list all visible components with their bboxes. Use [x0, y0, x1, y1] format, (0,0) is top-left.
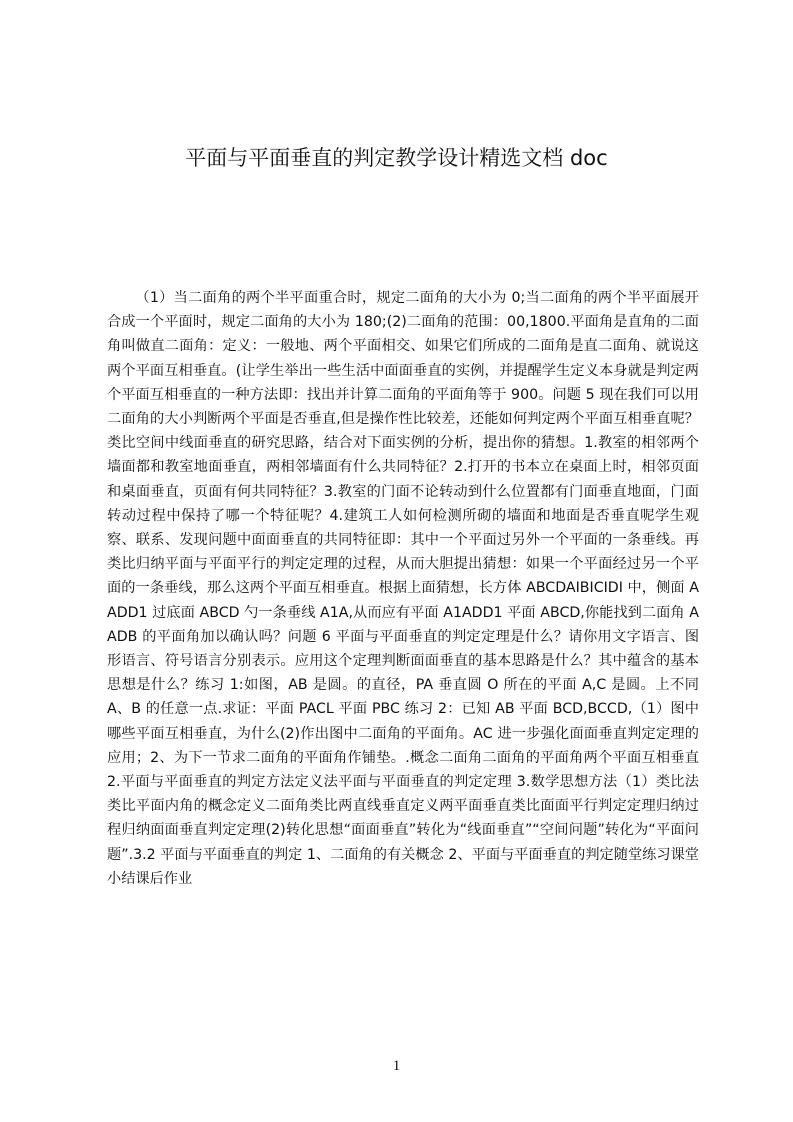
- document-title: 平面与平面垂直的判定教学设计精选文档 doc: [185, 146, 608, 170]
- page-number: 1: [392, 1058, 401, 1074]
- document-body-paragraph: （1）当二面角的两个半平面重合时，规定二面角的大小为 0;当二面角的两个半平面展开合成一个平面时，规定二面角的大小为 180;(2)二面角的范围：00,1800.平面角是直角的二面角叫做直二面角：定义：一般地、两个平面相交、如果它们所成的二面角是直二面角、就说这两个平面互相垂直。(让学生举出一些生活中面面垂直的实例，并提醒学生定义本身就是判定两个平面互相垂直的一种方法即：找出并计算二面角的平面角等于 900。问题 5 现在我们可以用二面角的大小判断两个平面是否垂直,但是操作性比较差，还能如何判定两个平面互相垂直呢？类比空间中线面垂直的研究思路，结合对下面实例的分析，提出你的猜想。1.教室的相邻两个墙面都和教室地面垂直，两相邻墙面有什么共同特征？2.打开的书本立在桌面上时，相邻页面和桌面垂直，页面有何共同特征？3.教室的门面不论转动到什么位置都有门面垂直地面，门面转动过程中保持了哪一个特征呢？4.建筑工人如何检测所砌的墙面和地面是否垂直呢学生观察、联系、发现问题中面面垂直的共同特征即：其中一个平面过另外一个平面的一条垂线。再类比归纳平面与平面平行的判定定理的过程，从而大胆提出猜想：如果一个平面经过另一个平面的一条垂线，那么这两个平面互相垂直。根据上面猜想，长方体 ABCDAIBICIDI 中，侧面 AADD1 过底面 ABCD 勺一条垂线 A1A,从而应有平面 A1ADD1 平面 ABCD,你能找到二面角 AADB 的平面角加以确认吗？问题 6 平面与平面垂直的判定定理是什么？请你用文字语言、图形语言、符号语言分别表示。应用这个定理判断面面垂直的基本思路是什么？其中蕴含的基本思想是什么？练习 1:如图，AB 是圆。的直径，PA 垂直圆 O 所在的平面 A,C 是圆。上不同 A、B 的任意一点.求证：平面 PACL 平面 PBC 练习 2：已知 AB 平面 BCD,BCCD,（1）图中哪些平面互相垂直，为什么(2)作出图中二面角的平面角。AC 进一步强化面面垂直判定定理的应用；2、为下一节求二面角的平面角作铺垫。.概念二面角二面角的平面角两个平面互相垂直 2.平面与平面垂直的判定方法定义法平面与平面垂直的判定定理 3.数学思想方法（1）类比法类比平面内角的概念定义二面角类比两直线垂直定义两平面垂直类比面面平行判定定理归纳过程归纳面面垂直判定定理(2)转化思想“面面垂直”转化为“线面垂直”“空间问题”转化为“平面问题”.3.2 平面与平面垂直的判定 1、二面角的有关概念 2、平面与平面垂直的判定随堂练习课堂小结课后作业: [107, 290, 714, 887]
